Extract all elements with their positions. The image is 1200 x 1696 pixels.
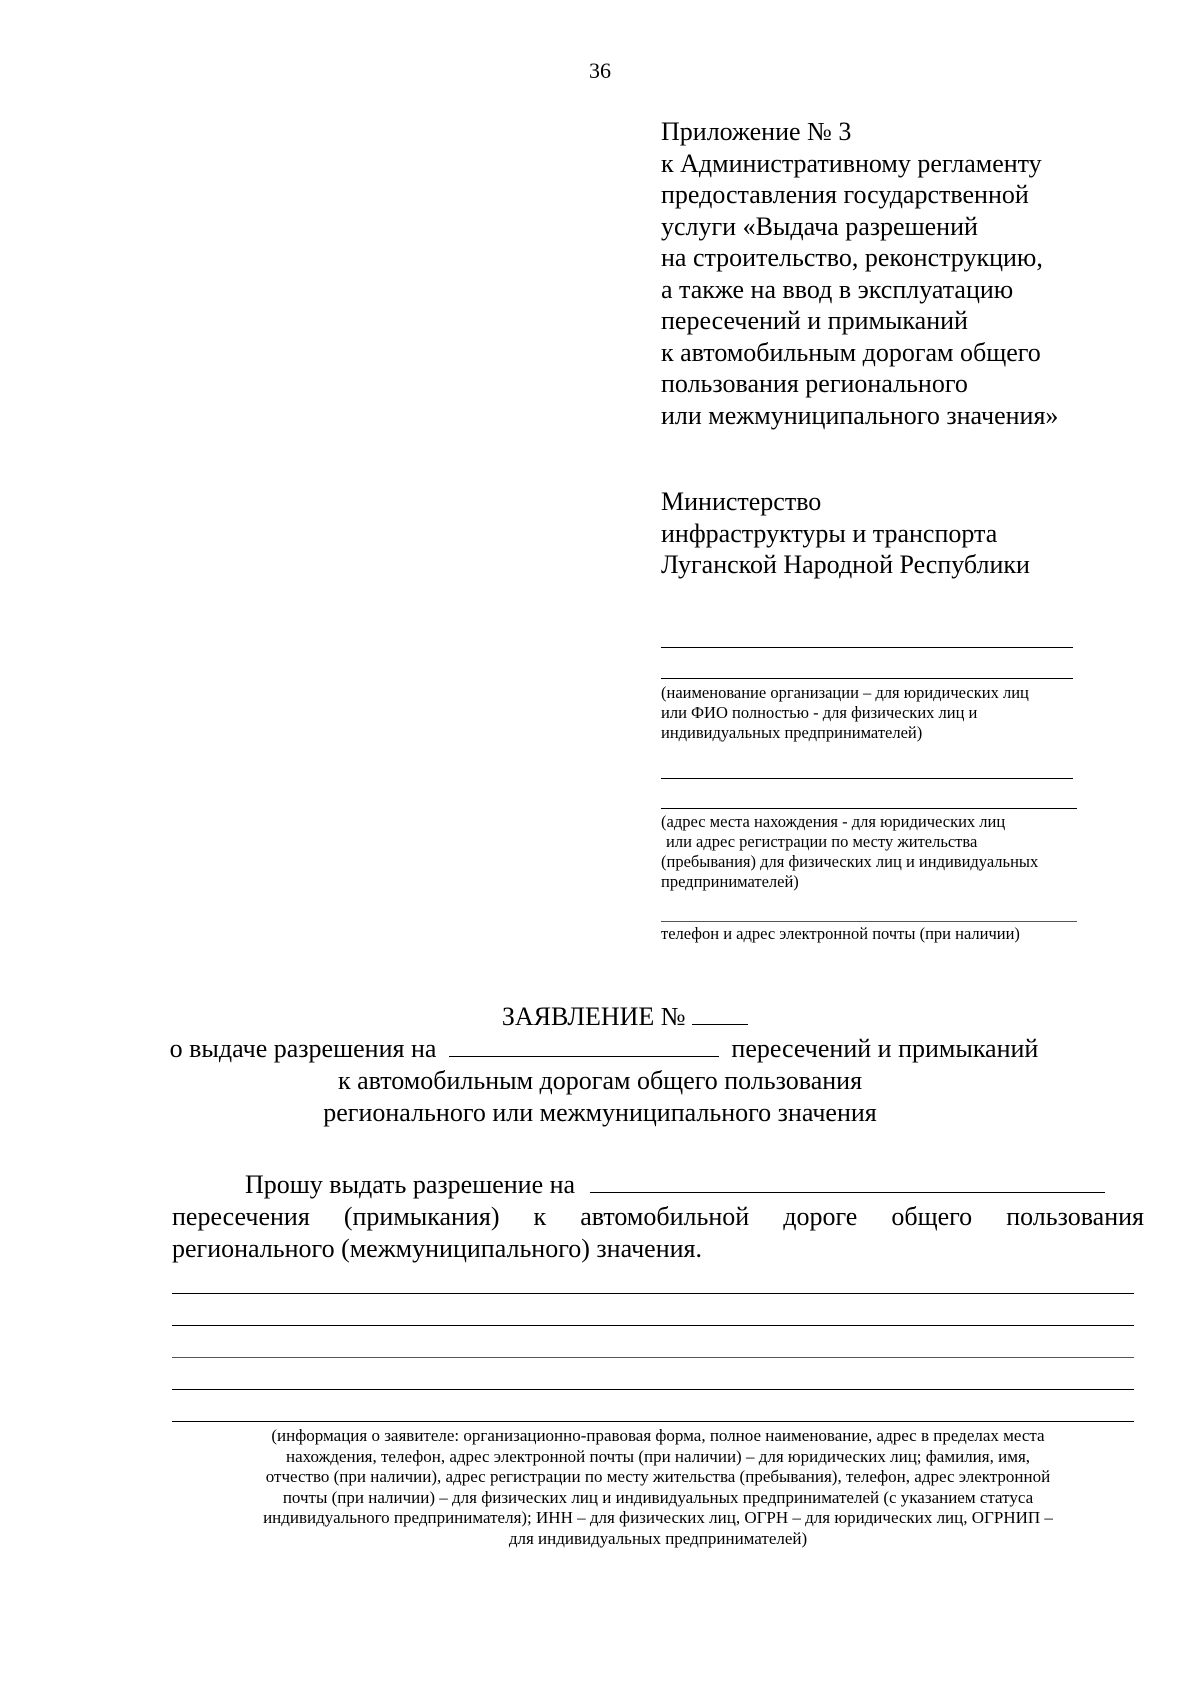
request-body <box>172 1169 1144 1265</box>
addressee-line: Министерство <box>661 487 822 516</box>
request-line-1-text: Прошу выдать разрешение на <box>245 1170 576 1199</box>
footnote-line: нахождения, телефон, адрес электронной почты (при наличии) – для юридических лиц; фамилия, имя, <box>285 1446 1031 1466</box>
footnote-line: (информация о заявителе: организационно-правовая форма, полное наименование, адрес в пределах места <box>271 1426 1045 1445</box>
contact-field-line[interactable] <box>661 921 1077 922</box>
applicant-name-field-line-2[interactable] <box>661 678 1073 679</box>
addressee-line: инфраструктуры и транспорта <box>661 518 998 548</box>
request-line-1 <box>172 1169 1144 1201</box>
applicant-info-line-1[interactable] <box>172 1293 1134 1294</box>
application-number-field[interactable] <box>692 1002 748 1025</box>
title-line-2 <box>0 1033 1200 1065</box>
footnote-line: почты (при наличии) – для физических лиц и индивидуальных предпринимателей (с указанием статуса <box>282 1487 1034 1507</box>
page-number: 36 <box>589 58 611 83</box>
caption-line: (пребывания) для физических лиц и индивидуальных <box>661 852 1039 871</box>
request-line-2: пересечения (примыкания) к автомобильной дороге общего пользования <box>172 1202 1144 1231</box>
applicant-info-line-2[interactable] <box>172 1325 1134 1326</box>
applicant-address-field-line-1[interactable] <box>661 778 1073 779</box>
appendix-line: а также на ввод в эксплуатацию <box>661 274 1014 304</box>
caption-line: индивидуальных предпринимателей) <box>661 723 923 742</box>
caption-line: или адрес регистрации по месту жительства <box>666 832 978 851</box>
footnote-line: для индивидуальных предпринимателей) <box>508 1528 808 1548</box>
title-heading: ЗАЯВЛЕНИЕ № <box>501 1002 686 1031</box>
caption-line: предпринимателей) <box>661 872 799 891</box>
footnote-line: индивидуального предпринимателя); ИНН – для физических лиц, ОГРН – для юридических лиц, ОГРНИП – <box>263 1508 1053 1528</box>
request-line-3: регионального (межмуниципального) значения. <box>172 1234 702 1263</box>
applicant-info-line-3[interactable] <box>172 1357 1134 1358</box>
applicant-info-line-4[interactable] <box>172 1389 1134 1390</box>
appendix-line: или межмуниципального значения» <box>661 400 1059 430</box>
permit-type-field[interactable] <box>449 1034 719 1057</box>
addressee-line: Луганской Народной Республики <box>661 550 1030 579</box>
caption-line: или ФИО полностью - для физических лиц и <box>661 703 978 722</box>
title-heading-line <box>0 1001 1200 1033</box>
applicant-info-caption <box>172 1426 1144 1550</box>
title-line-3: к автомобильным дорогам общего пользования <box>337 1066 863 1095</box>
title-line-2-start: о выдаче разрешения на <box>169 1034 437 1063</box>
request-permit-field[interactable] <box>590 1170 1105 1193</box>
appendix-line: к автомобильным дорогам общего <box>661 337 1041 367</box>
title-line-2-end: пересечений и примыканий <box>731 1034 1039 1063</box>
org-name-caption <box>661 683 1029 743</box>
address-caption <box>661 812 1038 892</box>
appendix-line: услуги «Выдача разрешений <box>661 211 978 241</box>
applicant-info-line-5[interactable] <box>172 1421 1134 1422</box>
footnote-line: отчество (при наличии), адрес регистрации по месту жительства (пребывания), телефон, адрес электронной <box>265 1467 1051 1487</box>
appendix-header <box>661 116 1181 431</box>
caption-line: (адрес места нахождения - для юридических лиц <box>661 812 1006 831</box>
appendix-line: пересечений и примыканий <box>661 306 968 335</box>
contact-caption: телефон и адрес электронной почты (при наличии) <box>661 924 1020 943</box>
title-line-4: регионального или межмуниципального значения <box>323 1098 877 1127</box>
caption-line: (наименование организации – для юридических лиц <box>661 683 1029 702</box>
applicant-name-field-line-1[interactable] <box>661 647 1073 648</box>
appendix-line: пользования регионального <box>661 369 968 398</box>
appendix-line: к Административному регламенту <box>661 148 1042 178</box>
applicant-address-field-line-2[interactable] <box>661 808 1077 809</box>
appendix-line: предоставления государственной <box>661 180 1029 209</box>
addressee-block <box>661 486 1181 581</box>
appendix-line: на строительство, реконструкцию, <box>661 243 1043 272</box>
appendix-line: Приложение № 3 <box>661 117 852 146</box>
document-title <box>0 1001 1200 1129</box>
